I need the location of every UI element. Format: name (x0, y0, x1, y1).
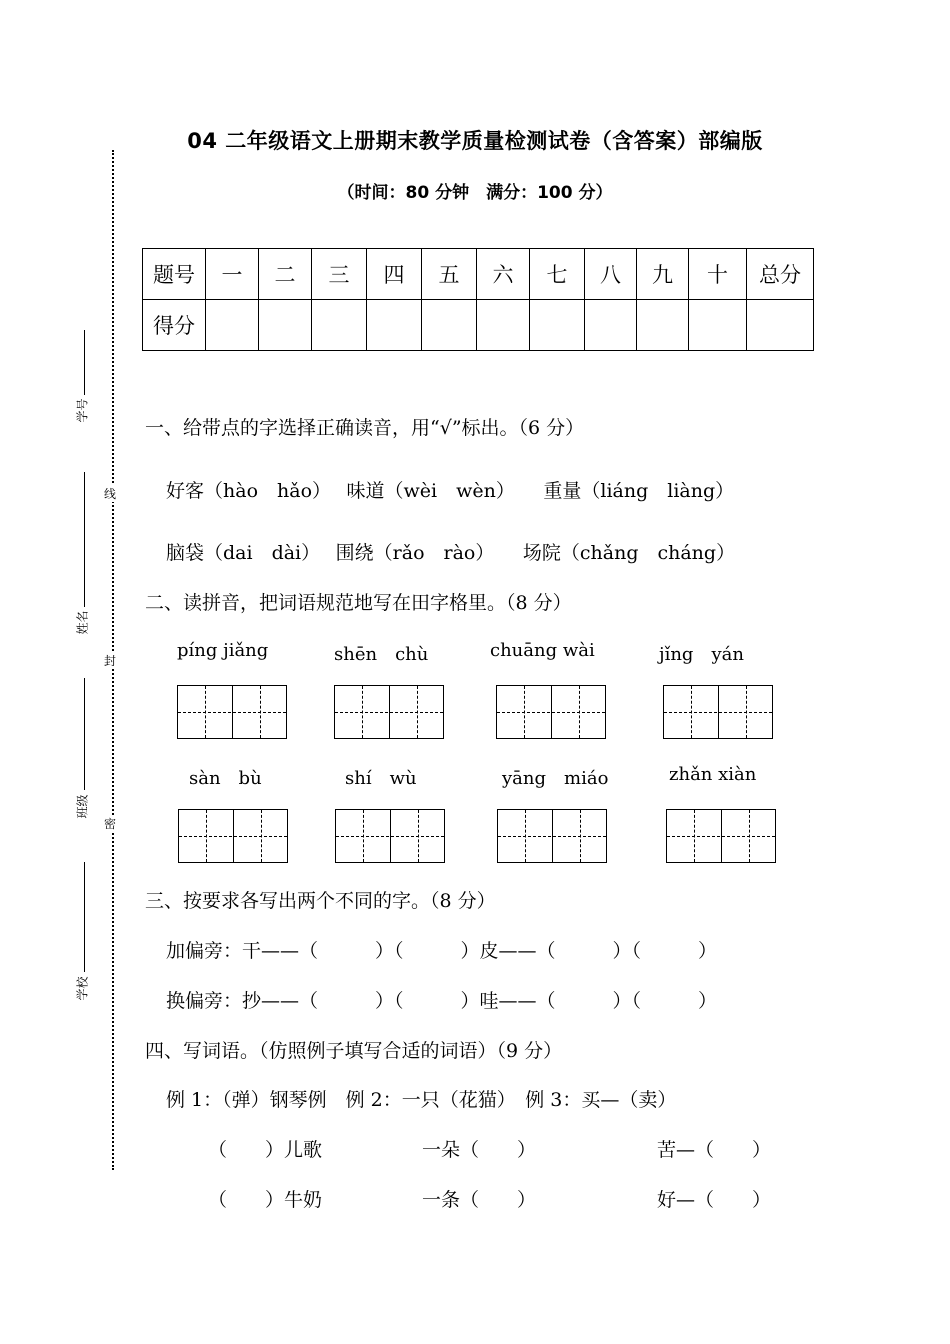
name-label: 姓名 (75, 610, 90, 635)
score-header-cell: 四 (367, 249, 422, 300)
class-label: 班级 (75, 794, 90, 819)
q1-row-2: 脑袋（dai dài） 围绕（rǎo rào） 场院（chǎng cháng） (166, 542, 736, 564)
score-table (142, 248, 814, 351)
q3-row-2: 换偏旁：抄——（ ）（ ）哇——（ ）（ ） (166, 990, 718, 1012)
score-header-cell: 七 (530, 249, 585, 300)
name-blank (84, 472, 85, 607)
score-header-cell: 六 (477, 249, 530, 300)
student-id-blank (84, 330, 85, 395)
score-input-row (143, 300, 814, 351)
pinyin-label: píng jiǎng (177, 640, 269, 661)
pinyin-label: sàn bù (189, 768, 262, 789)
pinyin-label: zhǎn xiàn (669, 764, 757, 785)
q3-heading: 三、按要求各写出两个不同的字。（8 分） (145, 890, 496, 912)
exam-subtitle: （时间：80 分钟 满分：100 分） (337, 183, 613, 203)
score-header-cell: 总分 (747, 249, 814, 300)
score-cell[interactable] (689, 300, 747, 351)
pinyin-label: chuāng wài (490, 640, 595, 661)
tianzi-grid[interactable] (335, 809, 445, 863)
score-header-cell: 十 (689, 249, 747, 300)
q2-heading: 二、读拼音，把词语规范地写在田字格里。（8 分） (145, 592, 572, 614)
q4-heading: 四、写词语。（仿照例子填写合适的词语）（9 分） (145, 1040, 563, 1062)
score-header-cell: 九 (637, 249, 689, 300)
score-header-cell: 二 (259, 249, 312, 300)
class-blank (84, 678, 85, 790)
q4-item: 好—（ ） (657, 1189, 772, 1211)
q1-row-1: 好客（hào hǎo） 味道（wèi wèn） 重量（liáng liàng） (166, 480, 735, 502)
score-cell[interactable] (422, 300, 477, 351)
score-cell[interactable] (259, 300, 312, 351)
q4-item: 苦—（ ） (657, 1139, 772, 1161)
score-cell[interactable] (530, 300, 585, 351)
q4-item: （ ）儿歌 (208, 1139, 323, 1161)
q4-item: 一条（ ） (422, 1189, 537, 1211)
score-header-cell: 题号 (143, 249, 206, 300)
tianzi-grid[interactable] (496, 685, 606, 739)
pinyin-label: shēn chù (334, 644, 429, 665)
q4-examples: 例 1：（弹）钢琴例 例 2：一只（花猫） 例 3：买—（卖） (166, 1089, 677, 1111)
tianzi-grid[interactable] (497, 809, 607, 863)
seal-mi-char: 密 (104, 817, 117, 831)
score-header-cell: 五 (422, 249, 477, 300)
score-header-cell: 三 (312, 249, 367, 300)
score-row-label: 得分 (143, 300, 206, 351)
pinyin-label: jǐng yán (659, 644, 744, 665)
tianzi-grid[interactable] (177, 685, 287, 739)
tianzi-grid[interactable] (663, 685, 773, 739)
q4-item: 一朵（ ） (422, 1139, 537, 1161)
tianzi-grid[interactable] (178, 809, 288, 863)
pinyin-label: shí wù (345, 768, 417, 789)
score-header-row (143, 249, 814, 300)
seal-feng-char: 封 (104, 654, 117, 668)
seal-line-char: 线 (104, 487, 117, 501)
exam-title: 04 二年级语文上册期末教学质量检测试卷（含答案）部编版 (187, 129, 763, 153)
q3-row-1: 加偏旁：干——（ ）（ ）皮——（ ）（ ） (166, 940, 718, 962)
score-cell[interactable] (477, 300, 530, 351)
score-cell[interactable] (367, 300, 422, 351)
score-cell[interactable] (585, 300, 637, 351)
score-cell[interactable] (637, 300, 689, 351)
school-label: 学校 (75, 976, 90, 1001)
score-cell[interactable] (312, 300, 367, 351)
tianzi-grid[interactable] (334, 685, 444, 739)
q1-heading: 一、给带点的字选择正确读音，用“√”标出。（6 分） (145, 417, 585, 439)
score-cell[interactable] (747, 300, 814, 351)
score-header-cell: 八 (585, 249, 637, 300)
q4-item: （ ）牛奶 (208, 1189, 323, 1211)
score-header-cell: 一 (206, 249, 259, 300)
student-id-label: 学号 (75, 398, 90, 423)
school-blank (84, 862, 85, 972)
score-cell[interactable] (206, 300, 259, 351)
tianzi-grid[interactable] (666, 809, 776, 863)
pinyin-label: yāng miáo (502, 768, 609, 789)
